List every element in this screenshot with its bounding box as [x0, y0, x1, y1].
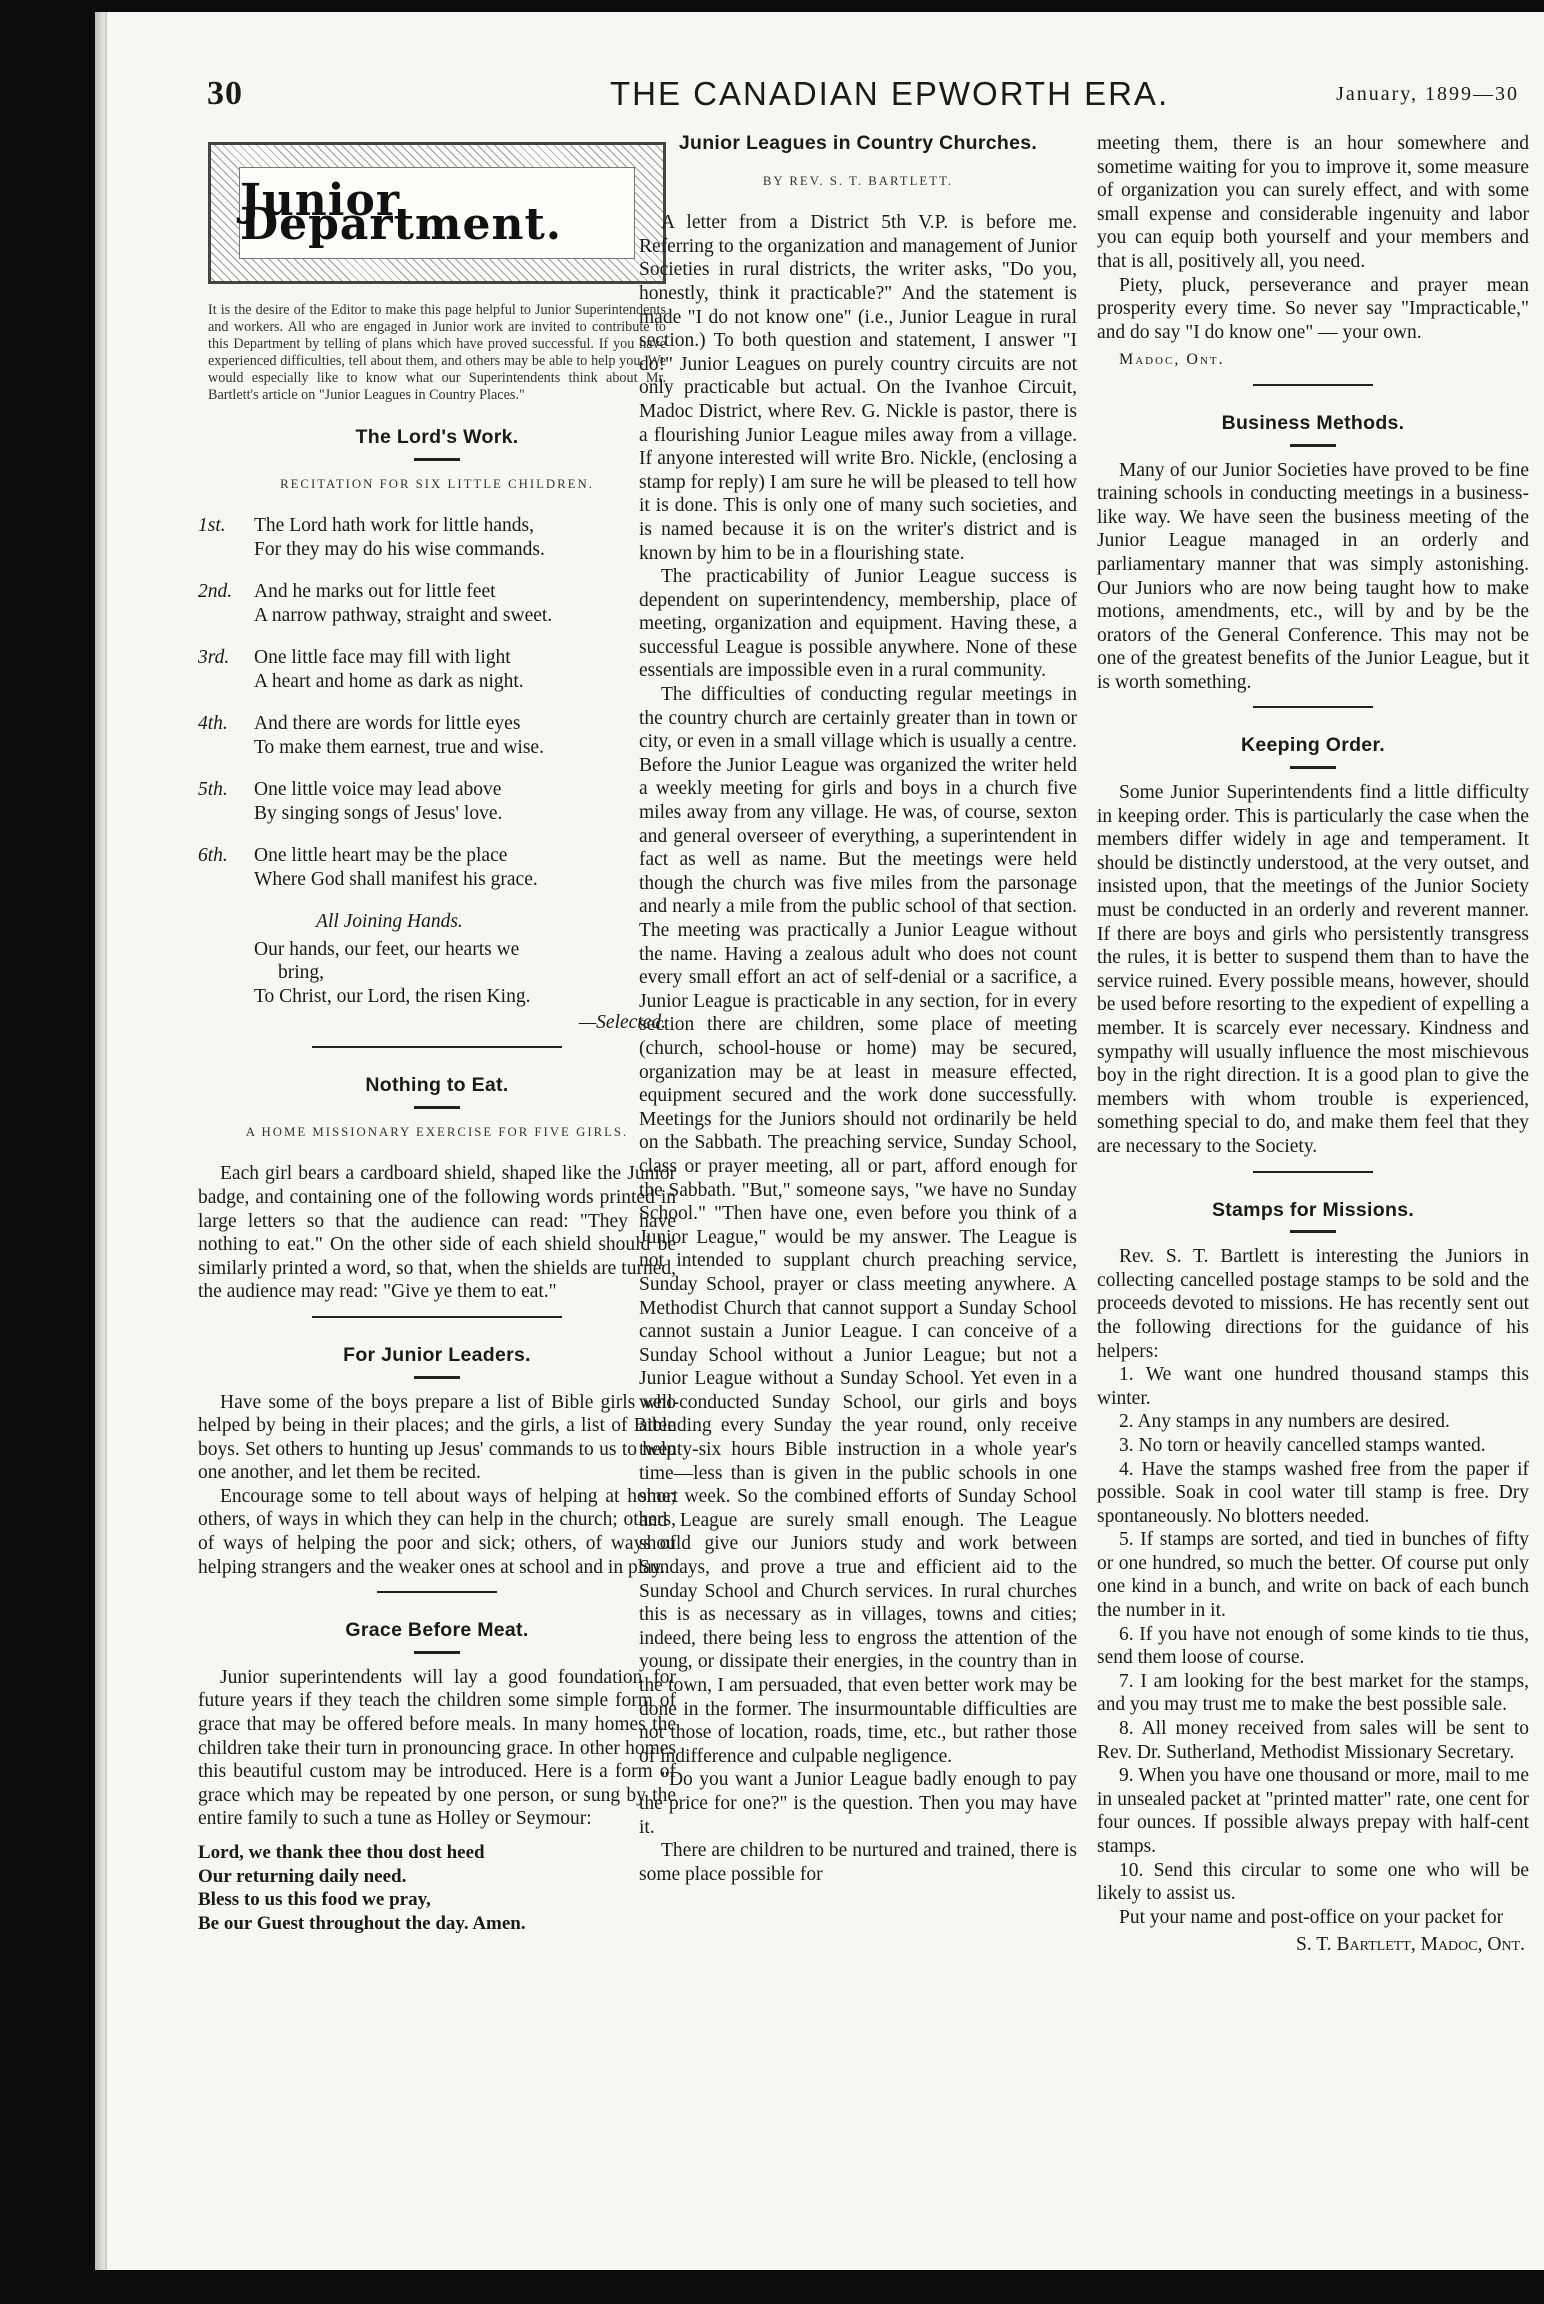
section-divider: [1253, 706, 1373, 708]
section-title-lords-work: The Lord's Work.: [355, 426, 519, 448]
stamps-item: 7. I am looking for the best market for the stamps, and you may trust me to make the best possible sale.: [1097, 1670, 1529, 1716]
section-divider: [377, 1591, 497, 1593]
nothing-to-eat-subtitle: A HOME MISSIONARY EXERCISE FOR FIVE GIRLS.: [245, 1124, 629, 1139]
all-joining-heading: All Joining Hands.: [316, 911, 463, 933]
stamps-item: 10. Send this circular to some one who will be likely to assist us.: [1097, 1859, 1529, 1905]
title-rule: [414, 1376, 460, 1379]
section-divider: [1253, 1171, 1373, 1173]
article-paragraph: There are children to be nurtured and trained, there is some place possible for: [639, 1840, 1077, 1885]
stamps-item: 6. If you have not enough of some kinds to tie thus, send them loose of course.: [1097, 1623, 1529, 1669]
article-place: Madoc, Ont.: [1119, 351, 1225, 369]
article-paragraph: "Do you want a Junior League badly enough to pay the price for one?" is the question. Then you may have it.: [639, 1769, 1077, 1838]
section-title-stamps: Stamps for Missions.: [1211, 1198, 1415, 1221]
page-binding-line: [105, 12, 107, 2270]
title-rule: [414, 458, 460, 461]
stamps-item: 4. Have the stamps washed free from the paper if possible. Soak in cool water till stamp is free. Dry spontaneously. No blotters needed.: [1097, 1458, 1529, 1527]
verse: 1st. The Lord hath work for little hands, For they may do his wise commands.: [198, 515, 545, 561]
newspaper-page: [95, 12, 1544, 2270]
grace-verse: Lord, we thank thee thou dost heed Our returning daily need. Bless to us this food we pray, Be our Guest throughout the day. Amen.: [198, 1842, 526, 1934]
article-paragraph: The difficulties of conducting regular meetings in the country church are certainly greater than in town or city, or even in a small village which is usually a centre. Before the Junior League was organized the writer held a weekly meeting for girls and boys in a church five miles away from any village. He was, of course, sexton and general overseer of everything, a superintendent in fact as well as name. But the meetings were held though the church was five miles from the parsonage and nearly a mile from the public school of that section. The meeting was practically a Junior League without the name. Having a zealous adult who does not count every small effort an act of self-denial or a sacrifice, a Junior League is practicable in any section, for in every section there are children, some place of meeting (church, school-house or home) may be secured, organization may be at least in measure effected, equipment secured and the work done successfully. Meetings for the Juniors should not ordinarily be held on the Sabbath. The preaching service, Sunday School, class or prayer meeting, all or part, afford enough for the Sabbath. "But," someone says, "we have no Sunday School." "Then have one, even before you think of a Junior League," would be my answer. The League is not intended to supplant church preaching service, Sunday School, prayer or class meeting anywhere. A Methodist Church that cannot support a Sunday School cannot sustain a Junior League. I can conceive of a Sunday School without a Junior League; but not a Junior League without a Sunday School. Yet even in a well-conducted Sunday School, our girls and boys attending every Sunday the year round, only receive twenty-six hours Bible instruction in a whole year's time—less than is given in the public schools in one short week. So the combined efforts of Sunday School and League are surely small enough. The League should give our Juniors study and work between Sundays, and prove a true and efficient aid to the Sunday School and Church services. In rural churches this is as necessary as in villages, towns and cities; indeed, there being less to engross the attention of the young, or dissipate their energies, in the country than in the town, I am persuaded, that even better work may be done in the former. The insurmountable difficulties are not those of location, roads, time, etc., but rather those of indifference and culpable negligence.: [639, 684, 1077, 1767]
title-rule: [414, 1106, 460, 1109]
section-divider: [312, 1316, 562, 1318]
title-rule: [1290, 1230, 1336, 1233]
business-body: Many of our Junior Societies have proved to be fine training schools in conducting meetings in a business-like way. We have seen the business meeting of the Junior League managed in an orderly and parliamentary manner that was simply astonishing. Our Juniors who are now being taught how to make motions, amendments, etc., will by and by be the orators of the General Conference. This may not be one of the greatest benefits of the Junior League, but it is worth something.: [1097, 459, 1529, 693]
grace-body: Junior superintendents will lay a good foundation for future years if they teach the children some simple form of grace that may be offered before meals. In many homes the children take their turn in pronouncing grace. In other homes this beautiful custom may be introduced. Here is a form of grace which may be repeated by one person, or sung by the entire family to such a tune as Holley or Seymour:: [198, 1666, 676, 1830]
article-paragraph: The practicability of Junior League success is dependent on superintendency, membership, place of meeting, organization and equipment. Having these, a successful League is possible anywhere. None of these essentials are impossible even in a rural community.: [639, 566, 1077, 682]
section-title-grace: Grace Before Meat.: [345, 1619, 529, 1642]
joint-line: Our hands, our feet, our hearts we: [254, 938, 520, 960]
article-paragraph: Piety, pluck, perseverance and prayer mean prosperity every time. So never say "Impracticable," and do say "I do know one" — your own.: [1097, 274, 1529, 343]
column-right: [1097, 132, 1529, 1957]
stamps-item: 1. We want one hundred thousand stamps this winter.: [1097, 1364, 1529, 1409]
stamps-item: Put your name and post-office on your packet for: [1119, 1906, 1504, 1928]
stamps-item: 5. If stamps are sorted, and tied in bunches of fifty or one hundred, so much the better. Of course put only one kind in a bunch, and write on back of each bunch the number in it.: [1097, 1529, 1529, 1622]
title-rule: [1290, 766, 1336, 769]
verse: 5th. One little voice may lead above By singing songs of Jesus' love.: [198, 779, 503, 825]
issue-date: January, 1899—30: [1336, 83, 1519, 105]
junior-leaders-paragraph: Encourage some to tell about ways of helping at home; others, of ways in which they can help in the church; others, of ways of helping the poor and sick; others, of ways of helping strangers and the weaker ones at school and in play.: [198, 1485, 676, 1578]
verse: 3rd. One little face may fill with light A heart and home as dark as night.: [198, 647, 524, 693]
lords-work-subtitle: RECITATION FOR SIX LITTLE CHILDREN.: [280, 476, 594, 491]
nothing-to-eat-body: Each girl bears a cardboard shield, shaped like the Junior badge, and containing one of the following words printed in large letters so that the audience can read: "They have nothing to eat." On the other side of each shield should be similarly printed a word, so that, when the shields are turned, the audience may read: "Give ye them to eat.": [198, 1163, 676, 1303]
section-title-junior-leaders: For Junior Leaders.: [343, 1343, 531, 1366]
junior-department-banner: [208, 142, 666, 284]
article-title: Junior Leagues in Country Churches.: [678, 132, 1038, 154]
verse: 2nd. And he marks out for little feet A narrow pathway, straight and sweet.: [198, 581, 553, 627]
stamps-item: 3. No torn or heavily cancelled stamps wanted.: [1119, 1434, 1486, 1456]
section-divider: [1253, 384, 1373, 386]
masthead-title: THE CANADIAN EPWORTH ERA.: [610, 75, 1170, 112]
order-body: Some Junior Superintendents find a little difficulty in keeping order. This is particularly the case when the members differ widely in age and temperament. It should be distinctly understood, at the very outset, and insisted upon, that the meetings of the Junior Society must be conducted in an orderly and reverent manner. If there are boys and girls who persistently transgress the rules, it is better to suspend them than to have the service ruined. Every possible means, however, should be used before resorting to the expedient of expelling a member. It is scarcely ever necessary. Kindness and sympathy will usually influence the most mischievous boy in the right direction. It is a good plan to give the members with whom trouble is experienced, something special to do, and make them feel that they are necessary to the Society.: [1097, 782, 1529, 1157]
verse: 4th. And there are words for little eyes To make them earnest, true and wise.: [198, 713, 544, 759]
page-binding-edge: [95, 12, 105, 2270]
column-left: [198, 132, 676, 1935]
section-divider: [312, 1046, 562, 1048]
section-title-business: Business Methods.: [1221, 411, 1405, 434]
junior-leaders-paragraph: Have some of the boys prepare a list of Bible girls who helped by being in their places; and the girls, a list of Bible boys. Set others to hunting up Jesus' commands to us to help one another, and let them be recited.: [198, 1391, 676, 1484]
title-rule: [414, 1651, 460, 1654]
title-rule: [1290, 444, 1336, 447]
stamps-item: 2. Any stamps in any numbers are desired.: [1119, 1411, 1450, 1433]
joint-line: To Christ, our Lord, the risen King.: [254, 985, 531, 1007]
article-paragraph: A letter from a District 5th V.P. is before me. Referring to the organization and management of Junior Societies in rural districts, the writer asks, "Do you, honestly, think it practicable?" And the statement is made "I do not know one" (i.e., Junior League in rural section.) To both question and statement, I answer "I do!" Junior Leagues on purely country circuits are not only practicable but actual. On the Ivanhoe Circuit, Madoc District, where Rev. G. Nickle is pastor, there is a flourishing Junior League miles away from a village. If anyone interested will write Bro. Nickle, (enclosing a stamp for reply) I am sure he will be pleased to tell how it is done. This is only one of many such societies, and is named because it is on the writer's district and is known by him to be in a flourishing state.: [639, 212, 1077, 564]
stamps-item: 8. All money received from sales will be sent to Rev. Dr. Sutherland, Methodist Missionary Secretary.: [1097, 1718, 1529, 1763]
stamps-item: 9. When you have one thousand or more, mail to me in unsealed packet at "printed matter" rate, one cent for four ounces. If possible always prepay with half-cent stamps.: [1097, 1765, 1529, 1857]
credit-line: —Selected.: [578, 1011, 666, 1033]
verse: 6th. One little heart may be the place Where God shall manifest his grace.: [198, 845, 538, 891]
article-continuation: meeting them, there is an hour somewhere and sometime waiting for you to improve it, some measure of organization you can surely effect, and with some small expense and considerable ingenuity and labor you can equip both yourself and your members and that is all, positively all, you need.: [1097, 133, 1529, 272]
page-number: 30: [207, 75, 243, 112]
joint-line: bring,: [278, 962, 325, 984]
section-title-order: Keeping Order.: [1241, 734, 1385, 757]
editor-intro: It is the desire of the Editor to make this page helpful to Junior Superintendents and workers. All who are engaged in Junior work are invited to contribute to this Department by telling of plans which have proved successful. If you have experienced difficulties, tell about them, and others may be able to help you. We would especially like to know what our Superintendents think about Mr. Bartlett's article on "Junior Leagues in Country Places.": [208, 302, 666, 403]
stamps-intro: Rev. S. T. Bartlett is interesting the Juniors in collecting cancelled postage stamps to be sold and the proceeds devoted to missions. He has recently sent out the following directions for the guidance of his helpers:: [1097, 1246, 1529, 1362]
banner-title: Junior Department.: [240, 175, 563, 250]
article-byline: BY REV. S. T. BARTLETT.: [762, 173, 954, 188]
signature: S. T. Bartlett, Madoc, Ont.: [1296, 1934, 1525, 1956]
column-middle: [639, 132, 1077, 1886]
section-title-nothing-to-eat: Nothing to Eat.: [365, 1074, 509, 1097]
